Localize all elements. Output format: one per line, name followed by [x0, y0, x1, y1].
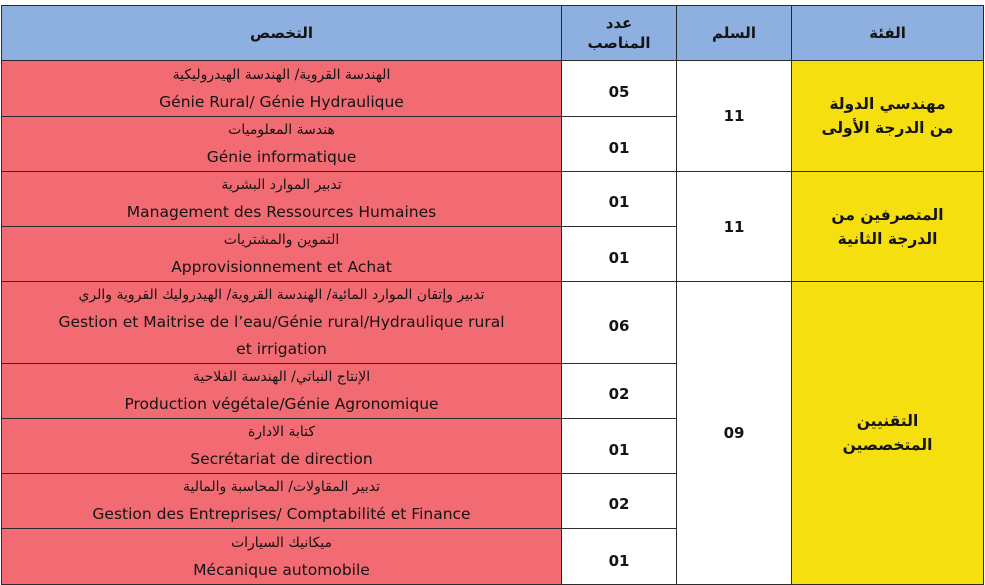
header-positions-line2: المناصب — [587, 34, 651, 52]
positions-count: 01 — [562, 419, 677, 474]
positions-count: 01 — [562, 529, 677, 585]
specialty-ar: تدبير المقاولات/ المحاسبة والمالية — [183, 479, 380, 495]
header-scale: السلم — [677, 6, 792, 61]
category-line2: المتخصصين — [842, 436, 933, 454]
header-specialty: التخصص — [2, 6, 562, 61]
scale-cell: 09 — [677, 282, 792, 585]
specialty-fr: Génie Rural/ Génie Hydraulique — [159, 92, 404, 111]
category-line2: من الدرجة الأولى — [821, 119, 954, 137]
specialty-fr: Secrétariat de direction — [190, 450, 373, 468]
specialty-ar: هندسة المعلوميات — [228, 122, 335, 138]
specialty-fr: Management des Ressources Humaines — [126, 203, 437, 221]
specialty-cell — [2, 172, 562, 227]
specialty-ar: الهندسة القروية/ الهندسة الهيدروليكية — [172, 66, 391, 83]
specialty-cell — [2, 227, 562, 282]
category-cell — [792, 282, 984, 585]
specialty-cell — [2, 282, 562, 364]
specialty-ar: الإنتاج النباتي/ الهندسة الفلاحية — [192, 369, 371, 385]
positions-count: 01 — [562, 227, 677, 282]
positions-count: 02 — [562, 364, 677, 419]
specialty-cell — [2, 419, 562, 474]
specialty-ar: التموين والمشتريات — [223, 232, 340, 248]
positions-count: 01 — [562, 172, 677, 227]
category-line1: مهندسي الدولة — [829, 95, 946, 113]
positions-count: 02 — [562, 474, 677, 529]
header-category: الفئة — [792, 6, 984, 61]
table-row — [2, 282, 984, 364]
category-line1: المتصرفين من — [831, 205, 944, 224]
specialty-fr: Mécanique automobile — [193, 560, 370, 579]
specialty-cell — [2, 474, 562, 529]
scale-cell: 11 — [677, 61, 792, 172]
table-row — [2, 61, 984, 117]
category-cell — [792, 61, 984, 172]
specialty-ar: كتابة الادارة — [247, 424, 316, 440]
specialty-fr: Gestion des Entreprises/ Comptabilité et Finance — [92, 505, 471, 523]
positions-count: 06 — [562, 282, 677, 364]
scale-cell: 11 — [677, 172, 792, 282]
header-positions — [562, 6, 677, 61]
category-cell — [792, 172, 984, 282]
specialty-ar: ميكانيك السيارات — [230, 534, 333, 551]
header-row — [2, 6, 984, 61]
category-line2: الدرجة الثانية — [837, 229, 938, 248]
positions-count: 05 — [562, 61, 677, 117]
specialty-cell — [2, 61, 562, 117]
header-positions-line1: عدد — [605, 14, 633, 32]
specialty-ar: تدبير وإتقان الموارد المائية/ الهندسة القروية/ الهيدروليك القروية والري — [78, 287, 485, 303]
specialty-fr: Approvisionnement et Achat — [171, 258, 392, 276]
specialty-cell — [2, 117, 562, 172]
specialty-fr-continued: et irrigation — [236, 340, 327, 358]
specialty-ar: تدبير الموارد البشرية — [221, 177, 342, 193]
specialty-fr: Production végétale/Génie Agronomique — [124, 395, 439, 413]
table-row — [2, 172, 984, 227]
specialty-cell — [2, 364, 562, 419]
specialty-cell — [2, 529, 562, 585]
positions-table — [1, 5, 984, 585]
category-line1: التقنيين — [856, 412, 919, 430]
specialty-fr: Génie informatique — [206, 148, 357, 166]
specialty-fr: Gestion et Maitrise de l’eau/Génie rural/Hydraulique rural — [58, 313, 505, 331]
positions-count: 01 — [562, 117, 677, 172]
